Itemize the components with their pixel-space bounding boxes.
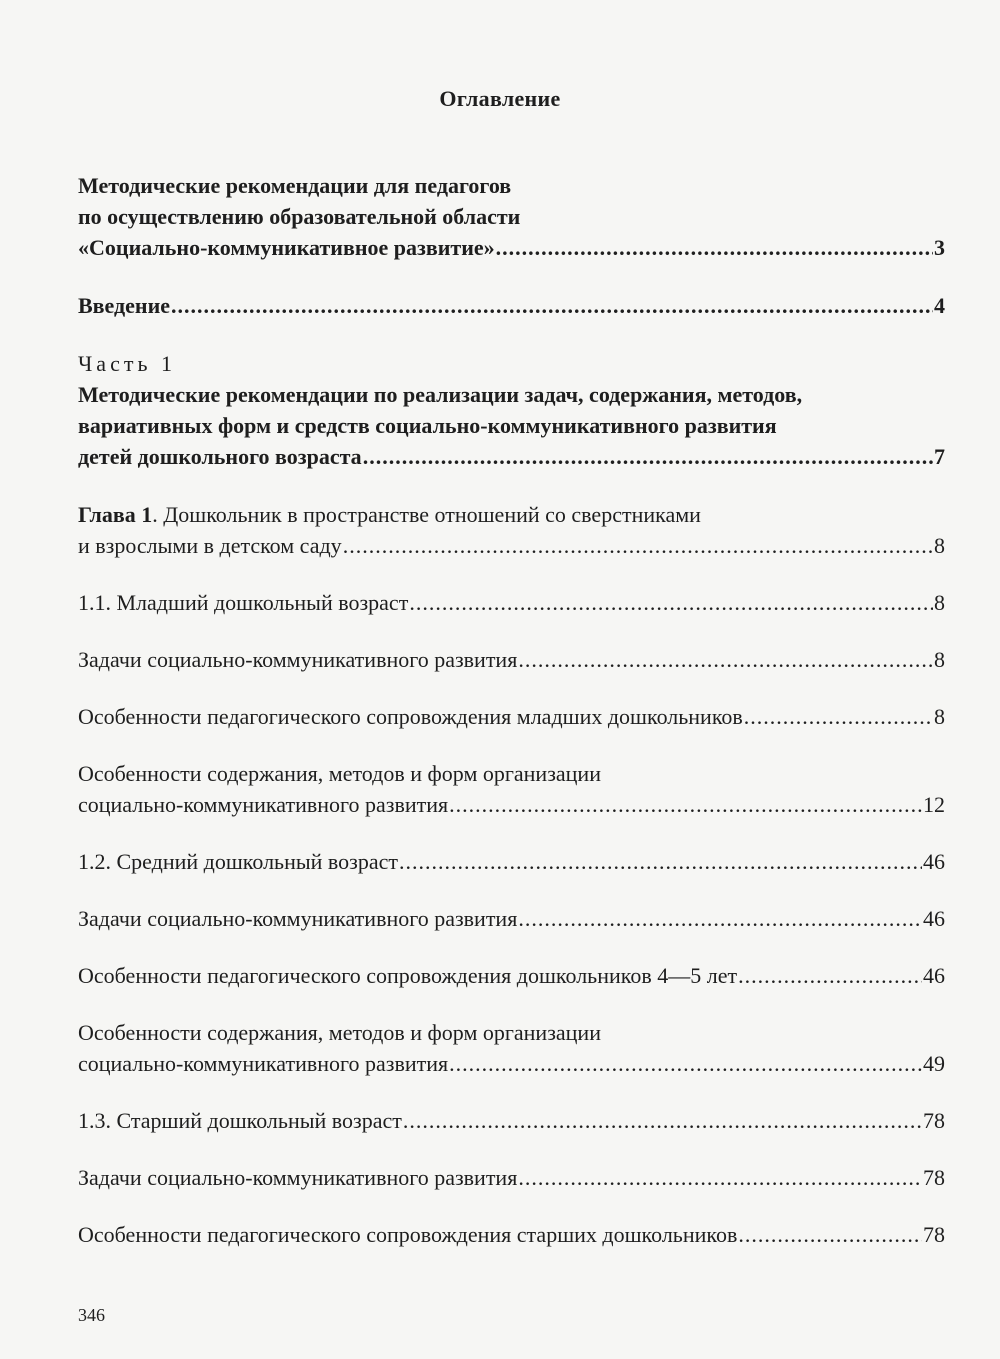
toc-dot-leader bbox=[409, 587, 933, 618]
toc-entry-line bbox=[78, 960, 945, 991]
toc-entry-section-1-2 bbox=[78, 846, 945, 877]
toc-page-number: 3 bbox=[934, 235, 945, 260]
toc-part-label bbox=[78, 348, 945, 379]
toc-entry-chapter-1 bbox=[78, 499, 945, 561]
toc-page-number: 78 bbox=[923, 1165, 945, 1190]
toc-entry-title: «Социально-коммуникативное развитие» bbox=[78, 235, 495, 260]
toc-page-number: 49 bbox=[923, 1051, 945, 1076]
toc-entry-title: 1.3. Старший дошкольный возраст bbox=[78, 1108, 402, 1133]
toc-entry-title: и взрослыми в детском саду bbox=[78, 533, 342, 558]
toc-entry-line bbox=[78, 587, 945, 618]
toc-entry-line bbox=[78, 1162, 945, 1193]
toc-dot-leader bbox=[738, 1219, 922, 1250]
toc-entry-content-middle bbox=[78, 1017, 945, 1079]
toc-dot-leader bbox=[399, 846, 922, 877]
toc-page-number: 7 bbox=[934, 444, 945, 469]
toc-page-number: 4 bbox=[934, 293, 945, 318]
part-label: Часть 1 bbox=[78, 351, 176, 376]
toc-dot-leader bbox=[403, 1105, 922, 1136]
toc-dot-leader bbox=[449, 1048, 922, 1079]
page-title: Оглавление bbox=[439, 86, 561, 111]
toc-entry-line bbox=[78, 789, 945, 820]
toc-page-number: 8 bbox=[934, 590, 945, 615]
toc-entry-line bbox=[78, 701, 945, 732]
toc-entry-support-senior bbox=[78, 1219, 945, 1250]
toc-entry-title: 1.1. Младший дошкольный возраст bbox=[78, 590, 409, 615]
toc-entry-title: Задачи социально-коммуникативного развития bbox=[78, 647, 518, 672]
toc-entry-line bbox=[78, 903, 945, 934]
toc-entry-line bbox=[78, 499, 945, 530]
toc-entry-line: Методические рекомендации для педагогов bbox=[78, 173, 512, 198]
toc-entry-title: Задачи социально-коммуникативного развития bbox=[78, 906, 518, 931]
toc-entry-content-junior bbox=[78, 758, 945, 820]
toc-page-number: 46 bbox=[923, 906, 945, 931]
toc-entry-line: Особенности содержания, методов и форм организации bbox=[78, 761, 601, 786]
toc-entry-title: социально-коммуникативного развития bbox=[78, 1051, 449, 1076]
toc-entry-title: 1.2. Средний дошкольный возраст bbox=[78, 849, 398, 874]
chapter-title: . Дошкольник в пространстве отношений со сверстниками bbox=[152, 502, 701, 527]
toc-entry-line: Особенности содержания, методов и форм организации bbox=[78, 1020, 601, 1045]
toc-entry-line bbox=[78, 846, 945, 877]
toc-entry-title: Особенности педагогического сопровождения младших дошкольников bbox=[78, 704, 743, 729]
toc-dot-leader bbox=[744, 701, 933, 732]
toc-dot-leader bbox=[449, 789, 922, 820]
toc-entry-methodical-recommendations bbox=[78, 170, 945, 263]
toc-entry-line bbox=[78, 1219, 945, 1250]
toc-entry-line bbox=[78, 1048, 945, 1079]
toc-page-number: 78 bbox=[923, 1222, 945, 1247]
toc-dot-leader bbox=[171, 290, 933, 321]
toc-entry-line: по осуществлению образовательной области bbox=[78, 204, 521, 229]
table-of-contents bbox=[78, 170, 945, 1250]
toc-dot-leader bbox=[496, 232, 933, 263]
toc-entry-line bbox=[78, 290, 945, 321]
toc-entry-support-middle bbox=[78, 960, 945, 991]
toc-entry-tasks-middle bbox=[78, 903, 945, 934]
toc-entry-tasks-senior bbox=[78, 1162, 945, 1193]
toc-entry-line bbox=[78, 644, 945, 675]
chapter-prefix: Глава 1 bbox=[78, 502, 153, 527]
page-number-footer: 346 bbox=[78, 1305, 105, 1325]
toc-page-number: 46 bbox=[923, 849, 945, 874]
toc-entry-title: Задачи социально-коммуникативного развития bbox=[78, 1165, 518, 1190]
toc-entry-part-1 bbox=[78, 379, 945, 472]
toc-entry-introduction bbox=[78, 290, 945, 321]
toc-dot-leader bbox=[738, 960, 922, 991]
toc-entry-line: Методические рекомендации по реализации задач, содержания, методов, bbox=[78, 382, 803, 407]
toc-page-number: 46 bbox=[923, 963, 945, 988]
toc-dot-leader bbox=[518, 1162, 922, 1193]
toc-dot-leader bbox=[518, 903, 922, 934]
toc-dot-leader bbox=[518, 644, 933, 675]
toc-entry-tasks-junior bbox=[78, 644, 945, 675]
toc-page-number: 78 bbox=[923, 1108, 945, 1133]
toc-entry-title: Введение bbox=[78, 293, 171, 318]
toc-page-number: 8 bbox=[934, 647, 945, 672]
toc-page-number: 8 bbox=[934, 533, 945, 558]
toc-entry-line: вариативных форм и средств социально-коммуникативного развития bbox=[78, 413, 777, 438]
toc-entry-line bbox=[78, 441, 945, 472]
toc-dot-leader bbox=[343, 530, 933, 561]
toc-entry-title: социально-коммуникативного развития bbox=[78, 792, 449, 817]
toc-entry-title: Особенности педагогического сопровождения дошкольников 4—5 лет bbox=[78, 963, 738, 988]
toc-entry-section-1-3 bbox=[78, 1105, 945, 1136]
toc-entry-title: детей дошкольного возраста bbox=[78, 444, 362, 469]
toc-entry-line bbox=[78, 1105, 945, 1136]
toc-entry-section-1-1 bbox=[78, 587, 945, 618]
toc-dot-leader bbox=[363, 441, 933, 472]
toc-entry-line bbox=[78, 530, 945, 561]
toc-entry-title: Особенности педагогического сопровождения старших дошкольников bbox=[78, 1222, 738, 1247]
toc-page-number: 8 bbox=[934, 704, 945, 729]
toc-entry-line bbox=[78, 232, 945, 263]
toc-entry-support-junior bbox=[78, 701, 945, 732]
toc-page-number: 12 bbox=[923, 792, 945, 817]
